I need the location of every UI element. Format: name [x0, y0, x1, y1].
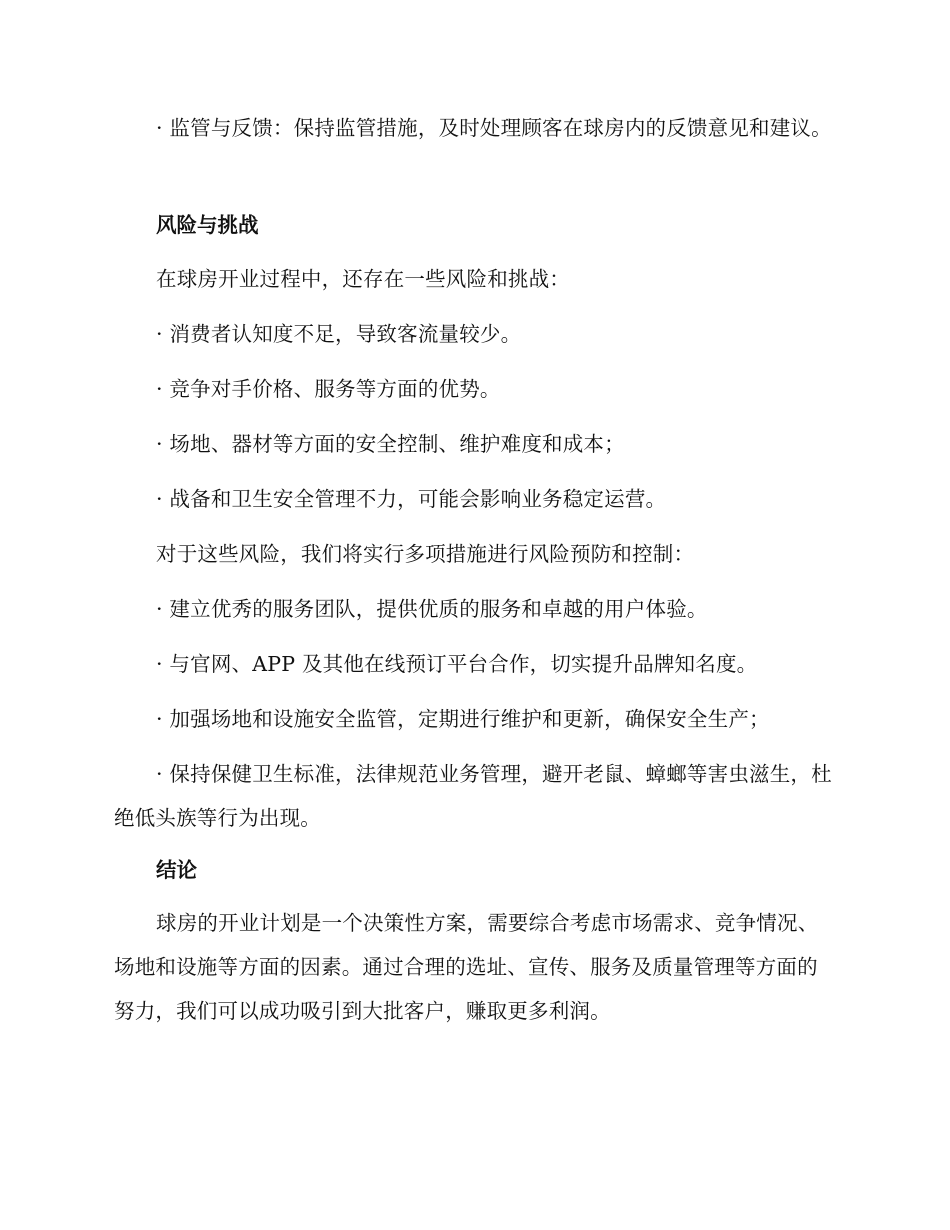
section-heading-risks: 风险与挑战 [156, 213, 259, 237]
paragraph-measures-intro: 对于这些风险，我们将实行多项措施进行风险预防和控制： [156, 542, 695, 566]
bullet-risk-4: · 战备和卫生安全管理不力，可能会影响业务稳定运营。 [156, 487, 667, 511]
bullet-feedback: · 监管与反馈：保持监管措施，及时处理顾客在球房内的反馈意见和建议。 [156, 116, 832, 140]
bullet-measure-1: · 建立优秀的服务团队，提供优质的服务和卓越的用户体验。 [156, 597, 708, 621]
bullet-risk-2: · 竞争对手价格、服务等方面的优势。 [156, 377, 501, 401]
section-heading-conclusion: 结论 [156, 858, 197, 882]
bullet-measure-3: · 加强场地和设施安全监管，定期进行维护和更新，确保安全生产； [156, 707, 770, 731]
bullet-measure-4: · 保持保健卫生标准，法律规范业务管理，避开老鼠、蟑螂等害虫滋生，杜绝低头族等行为出现。 [114, 762, 832, 830]
paragraph-conclusion: 球房的开业计划是一个决策性方案，需要综合考虑市场需求、竞争情况、场地和设施等方面的因素。通过合理的选址、宣传、服务及质量管理等方面的努力，我们可以成功吸引到大批客户，赚取更多利润。 [114, 911, 819, 1023]
bullet-risk-1: · 消费者认知度不足，导致客流量较少。 [156, 322, 522, 346]
bullet-measure-2: · 与官网、APP 及其他在线预订平台合作，切实提升品牌知名度。 [156, 652, 758, 676]
bullet-risk-3: · 场地、器材等方面的安全控制、维护难度和成本； [156, 432, 625, 456]
paragraph-risk-intro: 在球房开业过程中，还存在一些风险和挑战： [156, 267, 570, 291]
